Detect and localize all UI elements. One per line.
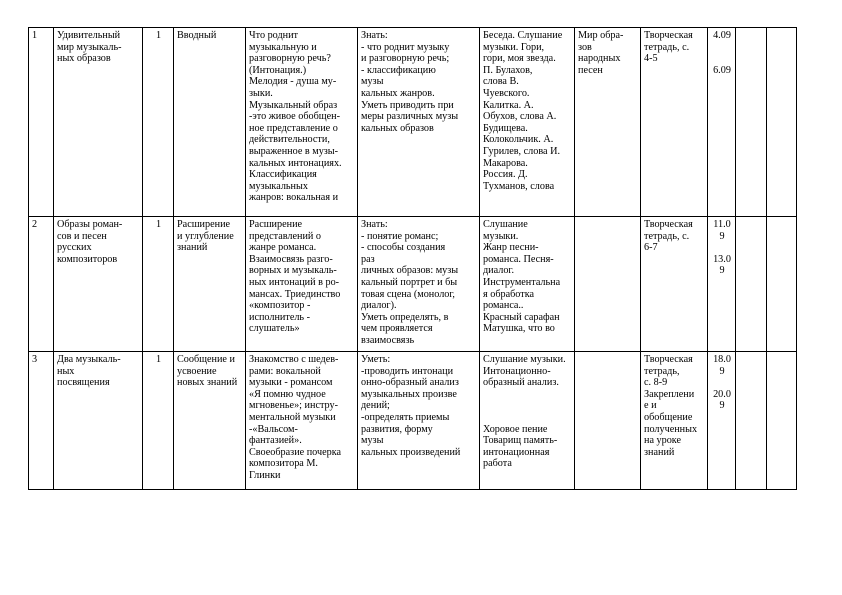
lesson-type-cell: Расширение и углубление знаний	[174, 217, 246, 352]
dates-cell: 4.09 6.09	[708, 28, 736, 217]
homework-cell: Творческая тетрадь, с. 4-5	[641, 28, 708, 217]
empty-cell	[767, 352, 797, 490]
dates-cell: 18.0 9 20.0 9	[708, 352, 736, 490]
table-row	[29, 352, 797, 490]
homework-cell: Творческая тетрадь, с. 6-7	[641, 217, 708, 352]
activities-cell: Слушание музыки. Интонационно- образный анализ. Хоровое пение Товарищ память- интонационная работа	[480, 352, 575, 490]
lesson-number-cell: 1	[29, 28, 54, 217]
extra-content-cell	[575, 217, 641, 352]
lesson-content-cell: Знакомство с шедев- рами: вокальной музыки - романсом «Я помню чудное мгновенье»; инстру- ментальной музыки -«Вальсом- фантазией». Своеобразие почерка композитора М. Глинки	[246, 352, 358, 490]
lesson-topic-cell: Образы роман- сов и песен русских композиторов	[54, 217, 143, 352]
empty-cell	[736, 352, 767, 490]
table-row	[29, 28, 797, 217]
requirements-cell: Уметь: -проводить интонаци онно-образный анализ музыкальных произве дений; -определять приемы развития, форму музы кальных произведений	[358, 352, 480, 490]
extra-content-cell: Мир обра- зов народных песен	[575, 28, 641, 217]
lesson-number-cell: 3	[29, 352, 54, 490]
empty-cell	[767, 217, 797, 352]
extra-content-cell	[575, 352, 641, 490]
lesson-topic-cell: Удивительный мир музыкаль- ных образов	[54, 28, 143, 217]
hours-cell: 1	[143, 352, 174, 490]
lesson-topic-cell: Два музыкаль- ных посвящения	[54, 352, 143, 490]
hours-cell: 1	[143, 28, 174, 217]
empty-cell	[767, 28, 797, 217]
lesson-type-cell: Сообщение и усвоение новых знаний	[174, 352, 246, 490]
activities-cell: Беседа. Слушание музыки. Гори, гори, моя звезда. П. Булахов, слова В. Чуевского. Калитка. А. Обухов, слова А. Будищева. Колокольчик. А. Гурилев, слова И. Макарова. Россия. Д. Тухманов, слова	[480, 28, 575, 217]
lesson-content-cell: Расширение представлений о жанре романса. Взаимосвязь разго- ворных и музыкаль- ных интонаций в ро- мансах. Триединство «композитор - исполнитель - слушатель»	[246, 217, 358, 352]
dates-cell: 11.0 9 13.0 9	[708, 217, 736, 352]
homework-cell: Творческая тетрадь, с. 8-9 Закреплени е и обобщение полученных на уроке знаний	[641, 352, 708, 490]
empty-cell	[736, 217, 767, 352]
activities-cell: Слушание музыки. Жанр песни- романсa. Песня- диалог. Инструментальна я обработка романсa.. Красный сарафан Матушка, что во	[480, 217, 575, 352]
lesson-plan-table	[28, 27, 797, 490]
lesson-type-cell: Вводный	[174, 28, 246, 217]
lesson-content-cell: Что роднит музыкальную и разговорную речь? (Интонация.) Мелодия - душа му- зыки. Музыкальный образ -это живое обобщен- ное представление о действительности, выраженное в музы- кальных интонациях. Классификация музыкальных жанров: вокальная и	[246, 28, 358, 217]
requirements-cell: Знать: - что роднит музыку и разговорную речь; - классификацию музы кальных жанров. Уметь приводить при меры различных музы кальных образов	[358, 28, 480, 217]
requirements-cell: Знать: - понятие романс; - способы создания раз личных образов: музы кальный портрет и бы товая сцена (монолог, диалог). Уметь определять, в чем проявляется взаимосвязь	[358, 217, 480, 352]
lesson-number-cell: 2	[29, 217, 54, 352]
empty-cell	[736, 28, 767, 217]
hours-cell: 1	[143, 217, 174, 352]
table-row	[29, 217, 797, 352]
